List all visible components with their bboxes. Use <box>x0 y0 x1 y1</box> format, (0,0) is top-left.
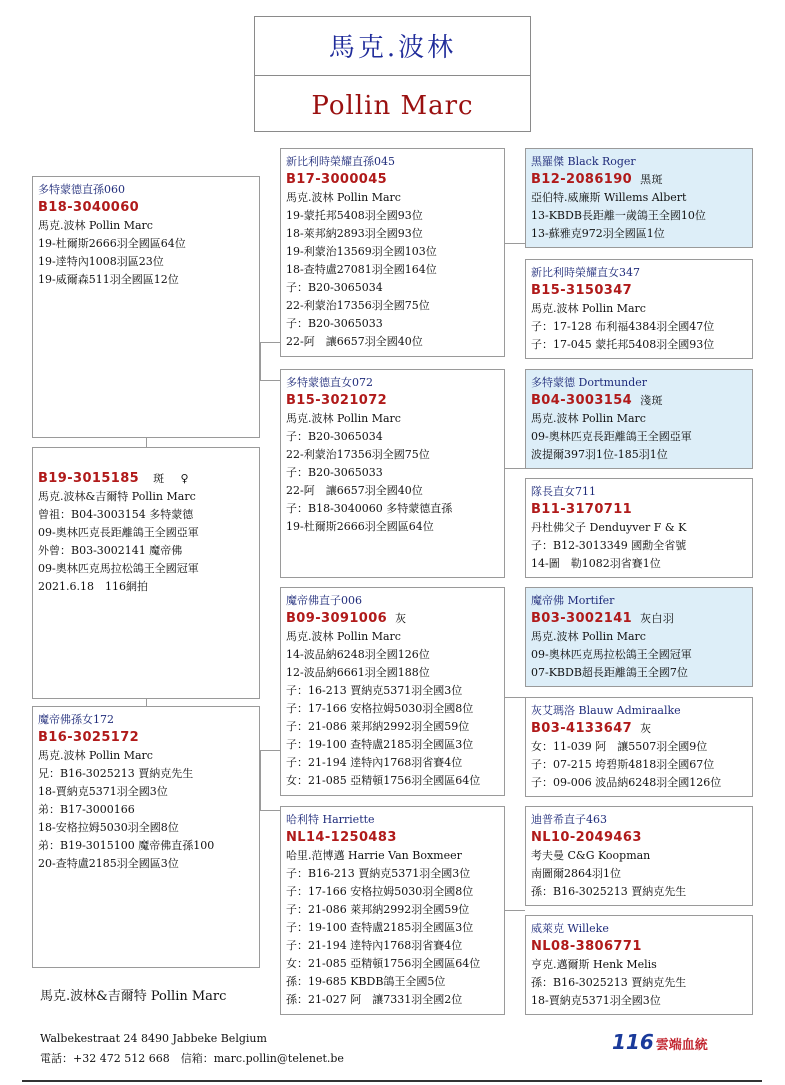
connector-line <box>146 698 147 706</box>
ring-number-text: B09-3091006 <box>286 611 388 626</box>
breeder-line: 馬克.波林 Pollin Marc <box>531 302 646 315</box>
breeder-line: 馬克.波林 Pollin Marc <box>38 219 153 232</box>
result-line: 女：21-085 亞精頓1756羽全國區64位 <box>286 957 481 970</box>
ring-number: B16-3025172 <box>38 730 140 745</box>
result-line: 09-奧林匹克長距離鴿王全國亞軍 <box>38 526 199 539</box>
color-text: 斑 <box>153 472 165 485</box>
ring-number: NL10-2049463 <box>531 830 642 845</box>
result-line: 子：21-194 逹特內1768羽省賽4位 <box>286 939 463 952</box>
result-line: 子：17-166 安格拉姆5030羽全國8位 <box>286 702 474 715</box>
ring-number <box>531 171 747 189</box>
connector-line <box>260 750 280 751</box>
color-text: 淺斑 <box>640 394 663 407</box>
bird-title: 哈利特 Harriette <box>286 813 375 826</box>
result-line: 20-查特盧2185羽全國區3位 <box>38 857 179 870</box>
ring-number: B11-3170711 <box>531 502 633 517</box>
result-line: 兄：B16-3025213 賈納克先生 <box>38 767 194 780</box>
result-line: 19-威爾森511羽全國區12位 <box>38 273 179 286</box>
result-line: 子：B20-3065034 <box>286 281 383 294</box>
breeder-line: 考夫曼 C&G Koopman <box>531 849 651 862</box>
owner-name: 馬克.波林&吉爾特 Pollin Marc <box>40 989 227 1004</box>
result-line: 子：21-194 逹特內1768羽省賽4位 <box>286 756 463 769</box>
breeder-line: 馬克.波林 Pollin Marc <box>531 412 646 425</box>
color-text: 灰 <box>395 612 407 625</box>
result-line: 波提爾397羽1位-185羽1位 <box>531 448 668 461</box>
result-line: 14-波品納6248羽全國126位 <box>286 648 430 661</box>
ring-number: B15-3150347 <box>531 283 633 298</box>
footer-contact: 電話：+32 472 512 668 信箱：marc.pollin@telenet.be <box>40 1052 344 1065</box>
result-line: 18-賈納克5371羽全國3位 <box>531 994 661 1007</box>
breeder-line: 哈里.范博邁 Harrie Van Boxmeer <box>286 849 462 862</box>
bird-title: 多特蒙德直孫060 <box>38 183 125 196</box>
result-line: 子：B20-3065033 <box>286 466 383 479</box>
pedigree-box-dam-dam-dam <box>525 915 753 1015</box>
result-line: 22-阿 讓6657羽全國40位 <box>286 484 423 497</box>
pedigree-box-sire-dam-sire <box>525 369 753 469</box>
result-line: 子：19-100 查特盧2185羽全國區3位 <box>286 738 474 751</box>
breeder-line: 馬克.波林 Pollin Marc <box>286 630 401 643</box>
result-line: 南圖爾2864羽1位 <box>531 867 621 880</box>
ring-number <box>531 392 747 410</box>
bird-title: 灰艾瑪洛 Blauw Admiraalke <box>531 704 681 717</box>
ring-number-text: B19-3015185 <box>38 471 140 486</box>
sex-symbol: ♀ <box>180 472 189 485</box>
breeder-line: 亨克.邁爾斯 Henk Melis <box>531 958 657 971</box>
pedigree-box-sire <box>32 176 260 438</box>
bird-title: 魔帝佛直子006 <box>286 594 362 607</box>
result-line: 子：19-100 查特盧2185羽全國區3位 <box>286 921 474 934</box>
result-line: 女：21-085 亞精頓1756羽全國區64位 <box>286 774 481 787</box>
result-line: 19-杜爾斯2666羽全國區64位 <box>38 237 186 250</box>
result-line: 14-圖 勒1082羽省賽1位 <box>531 557 661 570</box>
ring-number-text: B04-3003154 <box>531 393 633 408</box>
logo-number: 116 <box>612 1030 654 1054</box>
result-line: 孫：B16-3025213 賈納克先生 <box>531 976 687 989</box>
result-line: 18-安格拉姆5030羽全國8位 <box>38 821 179 834</box>
result-line: 子：B12-3013349 國勳全省號 <box>531 539 687 552</box>
ring-number-text: B12-2086190 <box>531 172 633 187</box>
result-line: 子：21-086 萊邦納2992羽全國59位 <box>286 720 470 733</box>
color-text: 灰白羽 <box>640 612 675 625</box>
result-line: 13-KBDB長距離一歲鴿王全國10位 <box>531 209 706 222</box>
result-line: 19-杜爾斯2666羽全國區64位 <box>286 520 434 533</box>
ring-number: NL14-1250483 <box>286 830 397 845</box>
result-line: 19-蒙托邦5408羽全國93位 <box>286 209 423 222</box>
ring-number <box>38 470 254 488</box>
pedigree-box-sire-dam-dam <box>525 478 753 578</box>
pedigree-box-sire-sire-dam <box>525 259 753 359</box>
result-line: 弟：B19-3015100 魔帝佛直孫100 <box>38 839 215 852</box>
result-line: 09-奧林匹克馬拉松鴿王全國冠軍 <box>38 562 199 575</box>
bird-title: 隊長直女711 <box>531 485 596 498</box>
breeder-line: 馬克.波林 Pollin Marc <box>531 630 646 643</box>
breeder-line: 丹杜佛父子 Denduyver F & K <box>531 521 687 534</box>
logo-text: 雲端血統 <box>655 1038 708 1053</box>
result-line: 07-KBDB超長距離鴿王全國7位 <box>531 666 688 679</box>
auction-line: 2021.6.18 116網拍 <box>38 580 148 593</box>
connector-line <box>260 342 261 380</box>
result-line: 子：B20-3065034 <box>286 430 383 443</box>
result-line: 18-萊邦納2893羽全國93位 <box>286 227 423 240</box>
pedigree-box-dam-dam <box>280 806 505 1015</box>
breeder-line: 馬克.波林&吉爾特 Pollin Marc <box>38 490 196 503</box>
bird-title: 多特蒙德 Dortmunder <box>531 376 648 389</box>
pedigree-box-dam-dam-sire <box>525 806 753 906</box>
pedigree-box-sire-sire-sire <box>525 148 753 248</box>
color-text: 黑斑 <box>640 173 663 186</box>
bird-title: 威萊克 Willeke <box>531 922 609 935</box>
result-line: 外曾：B03-3002141 魔帝佛 <box>38 544 183 557</box>
result-line: 09-奧林匹克長距離鴿王全國亞軍 <box>531 430 692 443</box>
result-line: 子：17-128 布利福4384羽全國47位 <box>531 320 715 333</box>
pedigree-box-dam-sire <box>280 587 505 796</box>
result-line: 子：B18-3040060 多特蒙德直孫 <box>286 502 453 515</box>
color-text: 灰 <box>640 722 652 735</box>
bird-title: 魔帝佛 Mortifer <box>531 594 615 607</box>
result-line: 弟：B17-3000166 <box>38 803 135 816</box>
ring-number <box>286 610 499 628</box>
connector-line <box>146 437 147 447</box>
pedigree-box-dam-sire-dam <box>525 697 753 797</box>
connector-line <box>260 380 280 381</box>
result-line: 子：B16-213 賈納克5371羽全國3位 <box>286 867 471 880</box>
pedigree-box-dam <box>32 706 260 968</box>
ring-number: B17-3000045 <box>286 172 388 187</box>
ring-number: B18-3040060 <box>38 200 140 215</box>
title-english: Pollin Marc <box>311 91 474 121</box>
result-line: 子：B20-3065033 <box>286 317 383 330</box>
connector-line <box>260 342 280 343</box>
pedigree-box-subject <box>32 447 260 699</box>
pedigree-box-sire-dam <box>280 369 505 578</box>
breeder-line: 亞伯特.威廉斯 Willems Albert <box>531 191 687 204</box>
bird-title: 迪普希直子463 <box>531 813 607 826</box>
result-line: 女：11-039 阿 讓5507羽全國9位 <box>531 740 708 753</box>
breeder-line: 馬克.波林 Pollin Marc <box>286 412 401 425</box>
result-line: 孫：B16-3025213 賈納克先生 <box>531 885 687 898</box>
bird-title: 多特蒙德直女072 <box>286 376 373 389</box>
ring-number <box>531 610 747 628</box>
result-line: 18-賈納克5371羽全國3位 <box>38 785 168 798</box>
result-line: 子：16-213 賈納克5371羽全國3位 <box>286 684 463 697</box>
result-line: 子：17-166 安格拉姆5030羽全國8位 <box>286 885 474 898</box>
connector-line <box>505 910 525 911</box>
connector-line <box>260 810 280 811</box>
result-line: 13-蘇雅克972羽全國區1位 <box>531 227 665 240</box>
result-line: 子：07-215 垮碧斯4818羽全國67位 <box>531 758 715 771</box>
result-line: 12-波品納6661羽全國188位 <box>286 666 430 679</box>
brand-logo <box>612 1030 708 1054</box>
result-line: 子：09-006 波品納6248羽全國126位 <box>531 776 722 789</box>
connector-line <box>505 697 525 698</box>
pedigree-box-dam-sire-sire <box>525 587 753 687</box>
ring-number-text: B03-4133647 <box>531 721 633 736</box>
result-line: 19-利蒙治13569羽全國103位 <box>286 245 437 258</box>
result-line: 22-利蒙治17356羽全國75位 <box>286 448 430 461</box>
ring-number <box>531 720 747 738</box>
result-line: 子：17-045 蒙托邦5408羽全國93位 <box>531 338 715 351</box>
ring-number: B15-3021072 <box>286 393 388 408</box>
result-line: 子：21-086 萊邦納2992羽全國59位 <box>286 903 470 916</box>
bird-title: 魔帝佛孫女172 <box>38 713 114 726</box>
result-line: 孫：19-685 KBDB鴿王全國5位 <box>286 975 446 988</box>
result-line: 09-奧林匹克馬拉松鴿王全國冠軍 <box>531 648 692 661</box>
connector-line <box>505 468 525 469</box>
result-line: 曾祖：B04-3003154 多特蒙德 <box>38 508 194 521</box>
bird-title: 新比利時榮耀直孫045 <box>286 155 395 168</box>
breeder-line: 馬克.波林 Pollin Marc <box>38 749 153 762</box>
bottom-divider <box>22 1080 762 1082</box>
ring-number: NL08-3806771 <box>531 939 642 954</box>
breeder-line: 馬克.波林 Pollin Marc <box>286 191 401 204</box>
title-box <box>254 16 531 132</box>
result-line: 19-逹特內1008羽區23位 <box>38 255 164 268</box>
result-line: 22-阿 讓6657羽全國40位 <box>286 335 423 348</box>
connector-line <box>505 243 525 244</box>
bird-title: 黑羅傑 Black Roger <box>531 155 636 168</box>
connector-line <box>260 750 261 810</box>
ring-number-text: B03-3002141 <box>531 611 633 626</box>
result-line: 孫：21-027 阿 讓7331羽全國2位 <box>286 993 463 1006</box>
result-line: 18-查特盧27081羽全國164位 <box>286 263 437 276</box>
footer-address: Walbekestraat 24 8490 Jabbeke Belgium <box>40 1032 267 1045</box>
result-line: 22-利蒙治17356羽全國75位 <box>286 299 430 312</box>
bird-title: 新比利時榮耀直女347 <box>531 266 640 279</box>
pedigree-box-sire-sire <box>280 148 505 357</box>
title-chinese: 馬克.波林 <box>255 17 530 76</box>
